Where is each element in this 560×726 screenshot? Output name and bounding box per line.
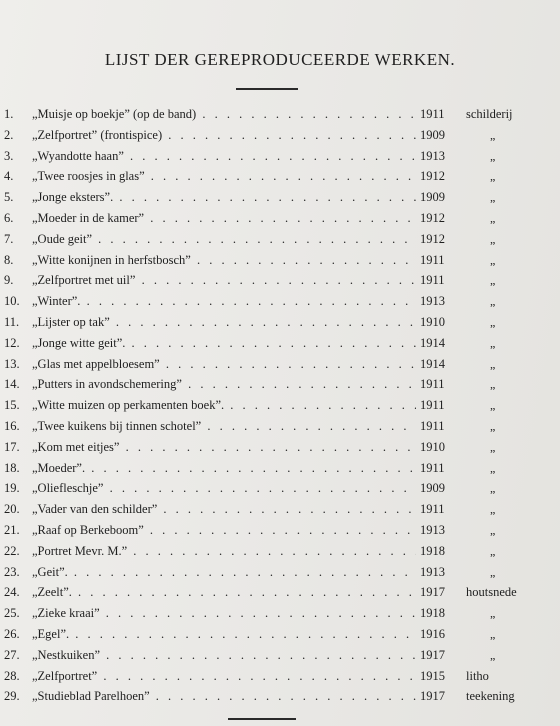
work-title: „Raaf op Berkeboom” . . .: [32, 523, 416, 538]
work-year: 1913: [420, 294, 445, 309]
work-number: 2.: [4, 127, 14, 142]
bottom-divider: [228, 718, 296, 720]
work-number: 16.: [4, 418, 20, 433]
work-number: 29.: [4, 689, 20, 704]
work-number: 26.: [4, 626, 20, 641]
list-item: [0, 648, 560, 669]
ditto-mark: „: [490, 231, 496, 246]
list-item: [0, 357, 560, 378]
ditto-mark: „: [490, 460, 496, 475]
ditto-mark: „: [490, 481, 496, 496]
work-year: 1909: [420, 127, 445, 142]
work-title: „Oude geit” . . .: [32, 232, 416, 247]
work-year: 1917: [420, 689, 445, 704]
work-title: „Portret Mevr. M.” . . .: [32, 544, 416, 559]
work-number: 23.: [4, 564, 20, 579]
work-number: 10.: [4, 294, 20, 309]
work-year: 1911: [420, 460, 445, 475]
list-item: [0, 336, 560, 357]
ditto-mark: „: [490, 252, 496, 267]
work-title: „Kom met eitjes” . . .: [32, 440, 416, 455]
work-title: „Lijster op tak” . . .: [32, 315, 416, 330]
ditto-mark: „: [490, 148, 496, 163]
list-item: [0, 669, 560, 690]
list-item: [0, 502, 560, 523]
ditto-mark: „: [490, 502, 496, 517]
work-title: „Oliefleschje” . . .: [32, 481, 416, 496]
work-title: „Egel”. . . .: [32, 627, 416, 642]
work-title: „Twee kuikens bij tinnen schotel” . . .: [32, 419, 416, 434]
work-title: „Wyandotte haan” . . .: [32, 149, 416, 164]
work-year: 1914: [420, 356, 445, 371]
list-item: [0, 232, 560, 253]
work-year: 1913: [420, 564, 445, 579]
work-year: 1911: [420, 502, 445, 517]
list-item: [0, 565, 560, 586]
work-year: 1909: [420, 190, 445, 205]
work-title: „Geit”. . . .: [32, 565, 416, 580]
work-title: „Glas met appelbloesem” . . .: [32, 357, 416, 372]
ditto-mark: „: [490, 522, 496, 537]
list-item: [0, 461, 560, 482]
ditto-mark: „: [490, 169, 496, 184]
work-year: 1910: [420, 314, 445, 329]
work-number: 18.: [4, 460, 20, 475]
work-year: 1915: [420, 668, 445, 683]
work-number: 11.: [4, 314, 20, 329]
work-year: 1912: [420, 210, 445, 225]
list-item: [0, 253, 560, 274]
list-item: [0, 211, 560, 232]
ditto-mark: „: [490, 418, 496, 433]
title-divider: [236, 88, 298, 90]
list-item: [0, 585, 560, 606]
list-item: [0, 606, 560, 627]
list-item: [0, 128, 560, 149]
work-year: 1911: [420, 107, 445, 121]
work-medium: litho: [466, 668, 489, 683]
ditto-mark: „: [490, 190, 496, 205]
work-title: „Witte muizen op perkamenten boek”. . . .: [32, 398, 416, 413]
list-item: [0, 273, 560, 294]
work-title: „Zelfportret” (frontispice) . . .: [32, 128, 416, 143]
list-item: [0, 149, 560, 170]
ditto-mark: „: [490, 439, 496, 454]
list-item: [0, 481, 560, 502]
work-number: 27.: [4, 647, 20, 662]
work-title: „Zelfportret met uil” . . .: [32, 273, 416, 288]
list-item: [0, 523, 560, 544]
work-year: 1914: [420, 335, 445, 350]
work-year: 1910: [420, 439, 445, 454]
ditto-mark: „: [490, 335, 496, 350]
work-number: 20.: [4, 502, 20, 517]
work-number: 15.: [4, 398, 20, 413]
page-title: LIJST DER GEREPRODUCEERDE WERKEN.: [104, 50, 456, 69]
work-title: „Twee roosjes in glas” . . .: [32, 169, 416, 184]
list-item: [0, 169, 560, 190]
work-year: 1917: [420, 585, 445, 600]
work-number: 6.: [4, 210, 14, 225]
work-number: 25.: [4, 606, 20, 621]
work-year: 1918: [420, 606, 445, 621]
work-number: 1.: [4, 107, 14, 121]
ditto-mark: „: [490, 314, 496, 329]
work-number: 3.: [4, 148, 14, 163]
ditto-mark: „: [490, 377, 496, 392]
work-number: 13.: [4, 356, 20, 371]
list-item: [0, 190, 560, 211]
work-title: „Studieblad Parelhoen” . . .: [32, 689, 416, 704]
list-item: [0, 377, 560, 398]
ditto-mark: „: [490, 564, 496, 579]
ditto-mark: „: [490, 210, 496, 225]
work-number: 9.: [4, 273, 14, 288]
ditto-mark: „: [490, 647, 496, 662]
work-title: „Zieke kraai” . . .: [32, 606, 416, 621]
work-medium: schilderij: [466, 107, 513, 121]
work-title: „Jonge eksters”. . . .: [32, 190, 416, 205]
ditto-mark: „: [490, 398, 496, 413]
work-number: 8.: [4, 252, 14, 267]
list-item: [0, 107, 560, 128]
work-year: 1911: [420, 377, 445, 392]
work-year: 1911: [420, 273, 445, 288]
work-number: 28.: [4, 668, 20, 683]
work-year: 1909: [420, 481, 445, 496]
list-item: [0, 627, 560, 648]
work-year: 1912: [420, 169, 445, 184]
work-title: „Vader van den schilder” . . .: [32, 502, 416, 517]
ditto-mark: „: [490, 543, 496, 558]
list-item: [0, 689, 560, 710]
work-title: „Muisje op boekje” (op de band) . . .: [32, 107, 416, 122]
list-item: [0, 544, 560, 565]
work-title: „Witte konijnen in herfstbosch” . . .: [32, 253, 416, 268]
work-title: „Zelfportret” . . .: [32, 669, 416, 684]
work-number: 22.: [4, 543, 20, 558]
list-item: [0, 419, 560, 440]
work-year: 1911: [420, 252, 445, 267]
work-year: 1913: [420, 522, 445, 537]
work-number: 5.: [4, 190, 14, 205]
ditto-mark: „: [490, 606, 496, 621]
work-number: 17.: [4, 439, 20, 454]
work-number: 19.: [4, 481, 20, 496]
work-title: „Winter”. . . .: [32, 294, 416, 309]
work-number: 7.: [4, 231, 14, 246]
work-year: 1911: [420, 418, 445, 433]
list-item: [0, 294, 560, 315]
works-list: [0, 107, 560, 710]
work-number: 12.: [4, 335, 20, 350]
work-number: 24.: [4, 585, 20, 600]
work-title: „Putters in avondschemering” . . .: [32, 377, 416, 392]
work-number: 21.: [4, 522, 20, 537]
ditto-mark: „: [490, 127, 496, 142]
work-medium: teekening: [466, 689, 515, 704]
work-year: 1912: [420, 231, 445, 246]
work-year: 1916: [420, 626, 445, 641]
work-year: 1917: [420, 647, 445, 662]
list-item: [0, 440, 560, 461]
work-title: „Zeelt”. . . .: [32, 585, 416, 600]
work-title: „Nestkuiken” . . .: [32, 648, 416, 663]
work-medium: houtsnede: [466, 585, 517, 600]
work-number: 14.: [4, 377, 20, 392]
list-item: [0, 398, 560, 419]
ditto-mark: „: [490, 626, 496, 641]
list-item: [0, 315, 560, 336]
work-title: „Jonge witte geit”. . . .: [32, 336, 416, 351]
work-year: 1913: [420, 148, 445, 163]
work-title: „Moeder in de kamer” . . .: [32, 211, 416, 226]
work-title: „Moeder”. . . .: [32, 461, 416, 476]
work-year: 1918: [420, 543, 445, 558]
work-number: 4.: [4, 169, 14, 184]
ditto-mark: „: [490, 273, 496, 288]
ditto-mark: „: [490, 356, 496, 371]
ditto-mark: „: [490, 294, 496, 309]
work-year: 1911: [420, 398, 445, 413]
